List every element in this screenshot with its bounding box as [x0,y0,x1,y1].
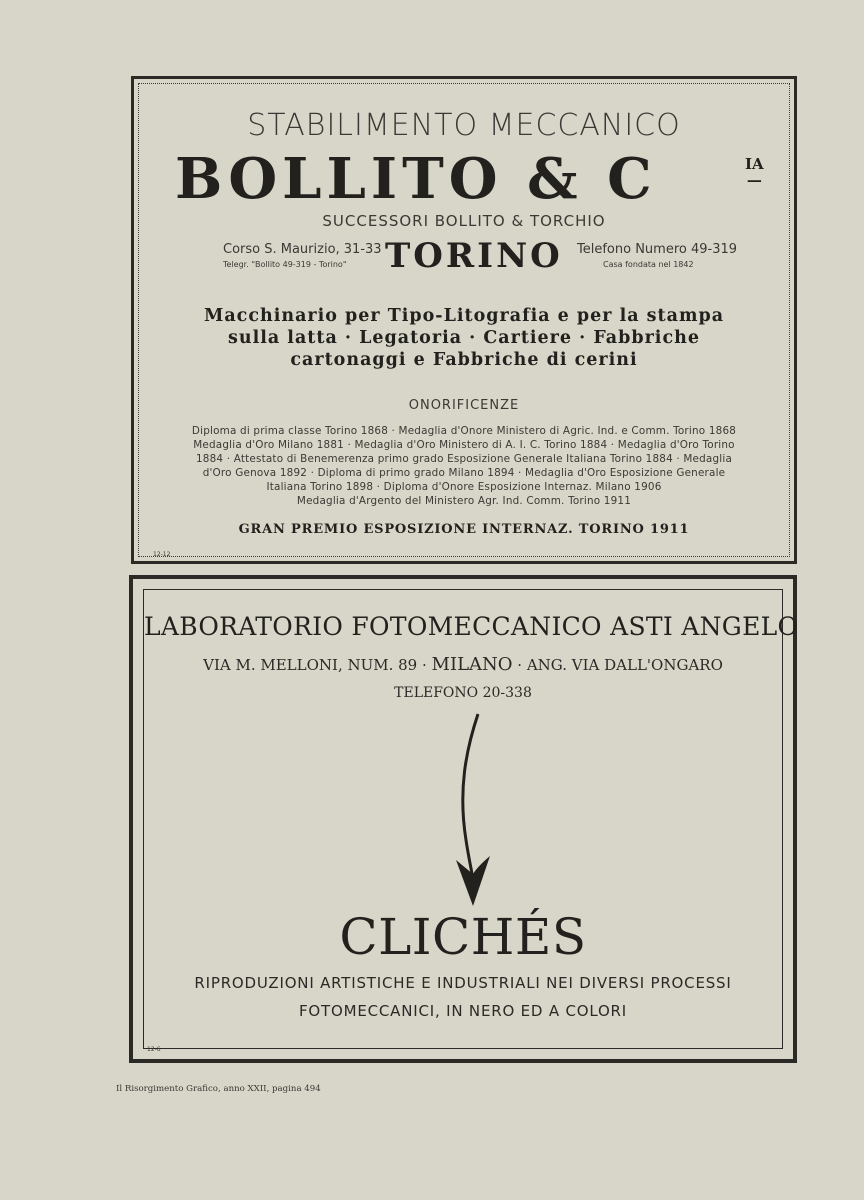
dotted-inner-border [138,83,790,557]
ad1-products-line: sulla latta · Legatoria · Cartiere · Fabbriche [228,328,700,348]
asti-advertisement [129,575,797,1063]
ad1-honors-line: Medaglia d'Oro Milano 1881 · Medaglia d'Oro Ministero di A. I. C. Torino 1884 · Medaglia d'Oro Torino [193,439,735,451]
ad2-address-city: MILANO [431,654,513,675]
ad1-code: 12-12 [153,551,171,558]
ad1-honors-title: ONORIFICENZE [408,398,520,413]
ad1-successors: SUCCESSORI BOLLITO & TORCHIO [322,212,606,230]
ad2-title: CLICHÉS [339,908,587,966]
superscript-text: IA [745,155,764,173]
ad1-address: Corso S. Maurizio, 31-33 [223,242,382,257]
ad1-company-name: BOLLITO & C [175,146,657,212]
ad1-established: Casa fondata nel 1842 [603,260,694,269]
superscript-dash: — [746,171,762,189]
ad1-honors-line: Diploma di prima classe Torino 1868 · Medaglia d'Onore Ministero di Agric. Ind. e Comm. Torino 1868 [191,425,737,437]
bollito-advertisement [131,76,797,564]
page-footer: Il Risorgimento Grafico, anno XXII, pagina 494 [116,1084,321,1094]
ad1-grand-prize: GRAN PREMIO ESPOSIZIONE INTERNAZ. TORINO 1911 [238,522,690,537]
ad2-address-suffix: · ANG. VIA DALL'ONGARO [512,656,723,674]
ad2-subtitle-line: RIPRODUZIONI ARTISTICHE E INDUSTRIALI NEI DIVERSI PROCESSI [194,974,732,992]
ad1-header: STABILIMENTO MECCANICO [247,108,681,143]
ad2-telephone: TELEFONO 20-338 [394,685,532,701]
ad1-honors-line: 1884 · Attestato di Benemerenza primo grado Esposizione Generale Italiana Torino 1884 · Medaglia [195,453,733,465]
ad1-honors-line: d'Oro Genova 1892 · Diploma di primo grado Milano 1894 · Medaglia d'Oro Esposizione Generale [202,467,726,479]
ad2-code: 12-6 [147,1046,161,1053]
arrow-down-icon [444,710,504,910]
ad1-honors-line: Medaglia d'Argento del Ministero Agr. Ind. Comm. Torino 1911 [296,495,632,507]
ad2-address-prefix: VIA M. MELLONI, NUM. 89 · [203,656,432,674]
ad1-city: TORINO [385,236,563,276]
ad2-subtitle-line: FOTOMECCANICI, IN NERO ED A COLORI [299,1002,627,1020]
inner-border [143,589,799,1053]
ad1-telephone: Telefono Numero 49-319 [577,242,738,257]
ad2-address [144,654,782,675]
ad1-honors-line: Italiana Torino 1898 · Diploma d'Onore Esposizione Internaz. Milano 1906 [266,481,662,493]
ad2-name: LABORATORIO FOTOMECCANICO ASTI ANGELO [144,612,799,641]
ad1-products-line: cartonaggi e Fabbriche di cerini [290,350,638,370]
ad1-products-line: Macchinario per Tipo-Litografia e per la stampa [203,306,725,326]
ad1-telegram: Telegr. "Bollito 49-319 - Torino" [223,260,347,269]
ad1-company-name-superscript [745,156,764,188]
